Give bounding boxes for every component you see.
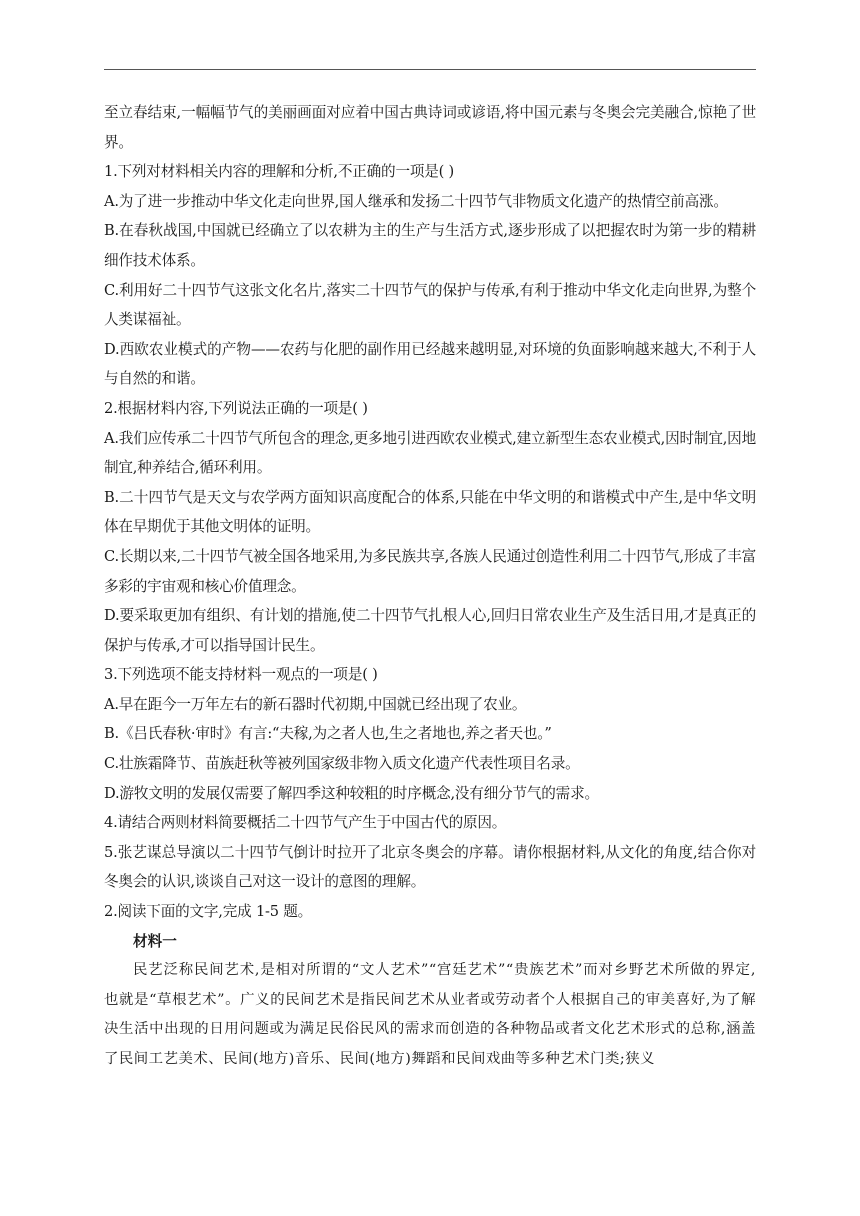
question-1-option-a: A.为了进一步推动中华文化走向世界,国人继承和发扬二十四节气非物质文化遗产的热情空前高涨。 bbox=[104, 192, 728, 210]
question-5: 5.张艺谋总导演以二十四节气倒计时拉开了北京冬奥会的序幕。请你根据材料,从文化的角度,结合你对冬奥会的认识,谈谈自己对这一设计的意图的理解。 bbox=[104, 843, 756, 891]
question-1: 1.下列对材料相关内容的理解和分析,不正确的一项是( ) bbox=[104, 163, 455, 181]
header-rule bbox=[104, 69, 756, 70]
question-3-option-d: D.游牧文明的发展仅需要了解四季这种较粗的时序概念,没有细分节气的需求。 bbox=[104, 784, 599, 802]
document-body bbox=[104, 98, 756, 1075]
question-1-option-b: B.在春秋战国,中国就已经确立了以农耕为主的生产与生活方式,逐步形成了以把握农时为第一步的精耕细作技术体系。 bbox=[104, 222, 756, 269]
question-4: 4.请结合两则材料简要概括二十四节气产生于中国古代的原因。 bbox=[104, 814, 507, 832]
question-1-option-d: D.西欧农业模式的产物——农药与化肥的副作用已经越来越明显,对环境的负面影响越来越大,不利于人与自然的和谐。 bbox=[104, 340, 756, 388]
question-2-option-b: B.二十四节气是天文与农学两方面知识高度配合的体系,只能在中华文明的和谐模式中产生,是中华文明体在早期优于其他文明体的证明。 bbox=[104, 488, 756, 536]
section-2-title: 2.阅读下面的文字,完成 1-5 题。 bbox=[104, 903, 313, 921]
question-3-option-c: C.壮族霜降节、苗族赶秋等被列国家级非物入质文化遗产代表性项目名录。 bbox=[104, 755, 580, 773]
question-2: 2.根据材料内容,下列说法正确的一项是( ) bbox=[104, 399, 368, 417]
question-3-option-b: B.《吕氏春秋·审时》有言:“夫稼,为之者人也,生之者地也,养之者天也。” bbox=[104, 725, 552, 743]
question-2-option-a: A.我们应传承二十四节气所包含的理念,更多地引进西欧农业模式,建立新型生态农业模式,因时制宜,因地制宜,种养结合,循环利用。 bbox=[104, 429, 756, 477]
material-1-text: 民艺泛称民间艺术,是相对所谓的“文人艺术”“宫廷艺术”“贵族艺术”而对乡野艺术所做的界定,也就是“草根艺术”。广义的民间艺术是指民间艺术从业者或劳动者个人根据自己的审美喜好,为了解决生活中出现的日用问题或为满足民俗民风的需求而创造的各种物品或者文化艺术形式的总称,涵盖了民间工艺美术、民间(地方)音乐、民间(地方)舞蹈和民间戏曲等多种艺术门类;狭义 bbox=[104, 962, 756, 1067]
intro-paragraph: 至立春结束,一幅幅节气的美丽画面对应着中国古典诗词或谚语,将中国元素与冬奥会完美融合,惊艳了世界。 bbox=[104, 104, 756, 151]
question-1-option-c: C.利用好二十四节气这张文化名片,落实二十四节气的保护与传承,有利于推动中华文化走向世界,为整个人类谋福祉。 bbox=[104, 281, 756, 329]
question-2-option-d: D.要采取更加有组织、有计划的措施,使二十四节气扎根人心,回归日常农业生产及生活日用,才是真正的保护与传承,才可以指导国计民生。 bbox=[104, 607, 756, 654]
question-3: 3.下列选项不能支持材料一观点的一项是( ) bbox=[104, 666, 378, 684]
question-2-option-c: C.长期以来,二十四节气被全国各地采用,为多民族共享,各族人民通过创造性利用二十四节气,形成了丰富多彩的宇宙观和核心价值理念。 bbox=[104, 547, 756, 595]
question-3-option-a: A.早在距今一万年左右的新石器时代初期,中国就已经出现了农业。 bbox=[104, 695, 527, 713]
material-1-heading: 材料一 bbox=[133, 932, 177, 950]
